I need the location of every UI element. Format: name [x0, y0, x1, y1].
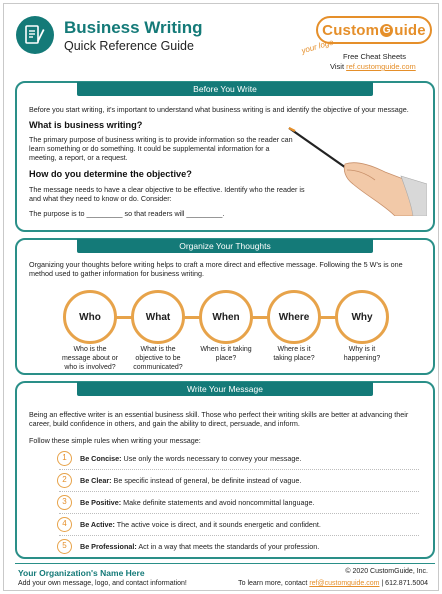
rule-item — [57, 449, 301, 467]
rule-body: Act in a way that meets the standards of your profession. — [136, 541, 320, 551]
before-you-write-section — [15, 81, 435, 232]
rule-item — [57, 537, 319, 555]
brand-suffix: uide — [394, 21, 426, 39]
rule-body: The active voice is direct, and it sounds energetic and confident. — [114, 519, 321, 529]
rule-title: Be Positive: — [80, 497, 122, 507]
brand-prefix: Custom — [322, 21, 380, 39]
section-heading: Before You Write — [77, 82, 373, 96]
caption-line: What is the — [140, 346, 176, 353]
free-cheat-sheets: Free Cheat Sheets — [343, 52, 406, 61]
contact-phone: | 612.871.5004 — [379, 580, 428, 587]
rule-item — [57, 493, 315, 511]
rule-title: Be Active: — [80, 519, 115, 529]
hand-writing-illustration — [287, 126, 427, 216]
rule-item — [57, 471, 301, 489]
w-caption-where — [259, 346, 329, 364]
contact-email-link[interactable]: ref@customguide.com — [309, 580, 380, 587]
write-intro-line: career, build confidence in others, and gain the ability to direct, persuade, and inform. — [29, 419, 300, 428]
question-objective: How do you determine the objective? — [29, 169, 192, 179]
rule-body: Use only the words necessary to convey your message. — [121, 453, 302, 463]
rule-body: Be specific instead of general, be definite instead of vague. — [111, 475, 302, 485]
w-caption-who — [55, 346, 125, 372]
write-intro-line: Being an effective writer is an essential business skill. Those who perfect their writing skills are better at advancing their — [29, 410, 409, 419]
w-what: What — [131, 290, 185, 344]
rule-divider — [59, 535, 419, 536]
visit-line — [330, 62, 416, 71]
w-caption-why — [327, 346, 397, 364]
answer-line: learn something or do something. It could be supplemental information for a — [29, 144, 270, 153]
organize-thoughts-section — [15, 238, 435, 375]
number-badge: 4 — [57, 517, 72, 532]
page-title: Business Writing — [64, 18, 203, 37]
your-logo-note: your logo — [300, 37, 335, 56]
rule-text — [80, 542, 319, 551]
contact-prefix: To learn more, contact — [238, 580, 310, 587]
write-message-section — [15, 381, 435, 559]
rule-title: Be Concise: — [80, 453, 122, 463]
w-when: When — [199, 290, 253, 344]
caption-line: communicated? — [133, 363, 183, 371]
organization-message: Add your own message, logo, and contact information! — [18, 580, 187, 587]
w-caption-what — [123, 346, 193, 372]
page-subtitle: Quick Reference Guide — [64, 39, 194, 53]
copyright: © 2020 CustomGuide, Inc. — [345, 568, 428, 575]
five-ws-diagram — [63, 290, 389, 334]
number-badge: 1 — [57, 451, 72, 466]
brand-g-icon: G — [380, 24, 393, 37]
w-caption-when — [191, 346, 261, 364]
section-heading: Write Your Message — [77, 382, 373, 396]
caption-line: Where is it — [277, 346, 311, 353]
number-badge: 2 — [57, 473, 72, 488]
number-badge: 3 — [57, 495, 72, 510]
organize-intro-line: Organizing your thoughts before writing helps to craft a more direct and effective message. Following the 5 W's is one — [29, 260, 403, 269]
caption-line: happening? — [343, 354, 381, 362]
rule-title: Be Clear: — [80, 475, 112, 485]
rule-item — [57, 515, 321, 533]
rule-divider — [59, 469, 419, 470]
question-what-is: What is business writing? — [29, 120, 143, 130]
number-badge: 5 — [57, 539, 72, 554]
answer-line: The message needs to have a clear objective to be effective. Identify who the reader is — [29, 185, 305, 194]
visit-label: Visit — [330, 62, 347, 71]
organization-name: Your Organization's Name Here — [18, 568, 145, 578]
w-why: Why — [335, 290, 389, 344]
answer-line: The primary purpose of business writing is to provide information so the reader can — [29, 135, 293, 144]
caption-line: message about or — [61, 354, 119, 362]
visit-link[interactable]: ref.customguide.com — [346, 62, 416, 71]
follow-rules-text: Follow these simple rules when writing your message: — [29, 436, 201, 445]
organize-intro-line: method used to gather information for business writing. — [29, 269, 204, 278]
rule-divider — [59, 491, 419, 492]
before-intro: Before you start writing, it's important to understand what business writing is and identify the objective of your message. — [29, 105, 409, 114]
caption-line: objective to be — [135, 354, 181, 362]
rule-text — [80, 498, 315, 507]
document-icon — [16, 16, 54, 54]
w-who: Who — [63, 290, 117, 344]
cheat-sheet-page — [3, 3, 439, 591]
section-heading: Organize Your Thoughts — [77, 239, 373, 253]
rule-text — [80, 476, 301, 485]
contact-line — [238, 580, 428, 587]
caption-line: who is involved? — [64, 363, 116, 371]
caption-line: taking place? — [273, 354, 315, 362]
caption-line: When is it taking — [200, 346, 252, 353]
w-where: Where — [267, 290, 321, 344]
footer-divider — [15, 563, 435, 564]
rule-divider — [59, 513, 419, 514]
rule-title: Be Professional: — [80, 541, 137, 551]
rule-body: Make definite statements and avoid noncommittal language. — [121, 497, 315, 507]
purpose-template: The purpose is to _________ so that readers will _________. — [29, 209, 225, 218]
rule-text — [80, 454, 301, 463]
rule-text — [80, 520, 321, 529]
answer-line: and what they need to know or do. Consider: — [29, 194, 172, 203]
caption-line: place? — [215, 354, 237, 362]
customguide-logo[interactable] — [316, 16, 432, 44]
caption-line: Why is it — [348, 346, 376, 353]
answer-line: meeting, a report, or a request. — [29, 153, 128, 162]
caption-line: Who is the — [73, 346, 107, 353]
